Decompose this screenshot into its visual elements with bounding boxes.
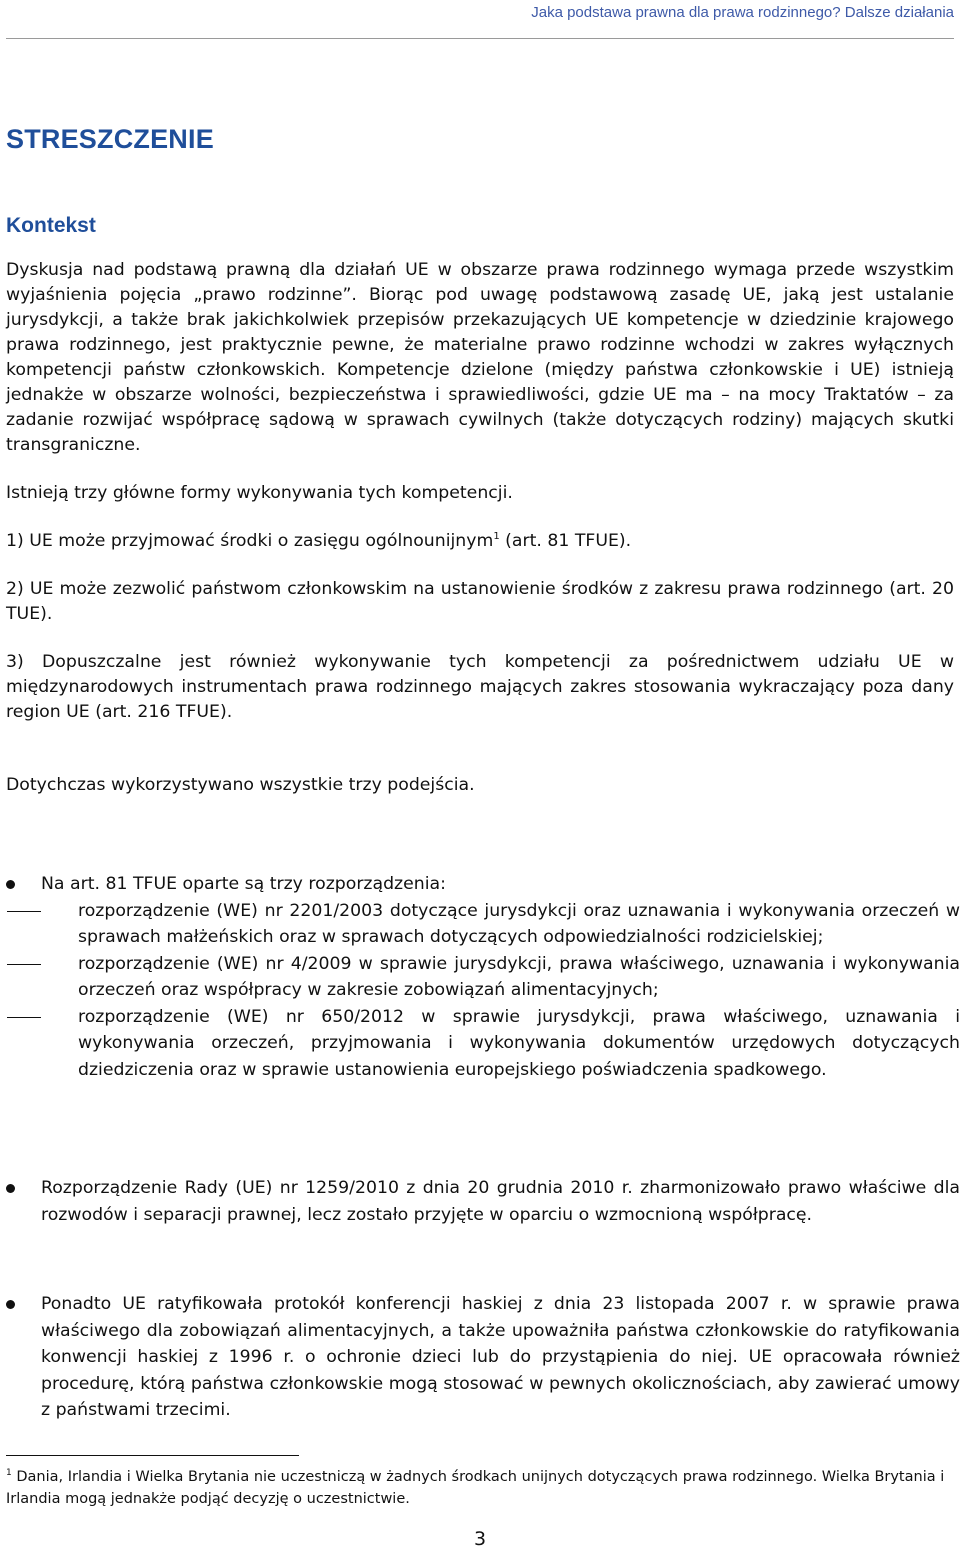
footnote-text: Dania, Irlandia i Wielka Brytania nie uczestniczą w żadnych środkach unijnych dotyczących prawa rodzinnego. Wielka Brytania i Irlandia mogą jednakże podjąć decyzję o uczestnictwie. — [6, 1469, 945, 1507]
footnote-divider — [6, 1455, 299, 1456]
forms-paragraph: Istnieją trzy główne formy wykonywania tych kompetencji. — [6, 483, 513, 503]
bullet-item-rome-iii: Rozporządzenie Rady (UE) nr 1259/2010 z dnia 20 grudnia 2010 r. zharmonizowało prawo właściwe dla rozwodów i separacji prawnej, lecz zostało przyjęte w oparciu o wzmocnioną współpracę. — [6, 1175, 960, 1228]
footnote — [6, 1466, 956, 1510]
form-2-paragraph: 2) UE może zezwolić państwom członkowskim na ustanowienie środków z zakresu prawa rodzinnego (art. 20 TUE). — [6, 579, 954, 624]
bullet-list — [6, 1291, 960, 1424]
section-heading: Kontekst — [6, 214, 96, 237]
bullet-dot — [6, 1300, 15, 1309]
dash-icon — [7, 964, 41, 965]
dash-icon — [7, 1017, 41, 1018]
footnote-reference: 1 — [493, 531, 500, 543]
header-divider — [6, 38, 954, 39]
bullet-list — [6, 1175, 960, 1228]
bullet-item-hague: Ponadto UE ratyfikowała protokół konferencji haskiej z dnia 23 listopada 2007 r. w sprawie prawa właściwego dla zobowiązań alimentacyjnych, a także upoważniła państwa członkowskie do ratyfikowania konwencji haskiej z 1996 r. o ochronie dzieci lub do przystąpienia do niej. UE opracowała również procedurę, którą państwa członkowskie mogą stosować w pewnych okolicznościach, aby zawierać umowy z państwami trzecimi. — [6, 1291, 960, 1424]
page-number: 3 — [473, 1528, 487, 1550]
form-3-paragraph: 3) Dopuszczalne jest również wykonywanie tych kompetencji za pośrednictwem udziału UE w międzynarodowych instrumentach prawa rodzinnego mających zakres stosowania wykraczający poza dany region UE (art. 216 TFUE). — [6, 652, 954, 722]
approaches-paragraph: Dotychczas wykorzystywano wszystkie trzy podejścia. — [6, 775, 475, 795]
context-paragraph: Dyskusja nad podstawą prawną dla działań UE w obszarze prawa rodzinnego wymaga przede wszystkim wyjaśnienia pojęcia „prawo rodzinne”. Biorąc pod uwagę podstawową zasadę UE, jaką jest ustalanie jurysdykcji, a także brak jakichkolwiek przepisów przekazujących UE kompetencje w dziedzinie krajowego prawa rodzinnego, jest praktycznie pewne, że materialne prawo rodzinne wchodzi w zakres wyłącznych kompetencji państw członkowskich. Kompetencje dzielone (między państwa członkowskie i UE) istnieją jednakże w obszarze wolności, bezpieczeństwa i sprawiedliwości, gdzie UE ma – na mocy Traktatów – za zadanie rozwijać współpracę sądową w sprawach cywilnych (także dotyczących rodziny) mających skutki transgraniczne. — [6, 260, 954, 455]
bullet-dot — [6, 1184, 15, 1193]
regulation-list — [41, 898, 960, 1084]
dash-icon — [7, 911, 41, 912]
running-header: Jaka podstawa prawna dla prawa rodzinnego? Dalsze działania — [531, 4, 954, 21]
form-1-tail: (art. 81 TFUE). — [499, 531, 632, 551]
list-item: rozporządzenie (WE) nr 2201/2003 dotyczące jurysdykcji oraz uznawania i wykonywania orzeczeń w sprawach małżeńskich oraz w sprawach dotyczących odpowiedzialności rodzicielskiej; — [6, 898, 960, 951]
page-title: STRESZCZENIE — [6, 124, 214, 154]
bullet-item-regulations — [6, 871, 960, 1083]
bullet-list — [6, 871, 960, 1083]
footnote-marker: 1 — [6, 1468, 12, 1479]
form-1-paragraph — [6, 529, 954, 554]
bullet-dot — [6, 880, 15, 889]
list-item: rozporządzenie (WE) nr 4/2009 w sprawie jurysdykcji, prawa właściwego, uznawania i wykonywania orzeczeń oraz współpracy w zakresie zobowiązań alimentacyjnych; — [6, 951, 960, 1004]
bullet-lead: Na art. 81 TFUE oparte są trzy rozporządzenia: — [41, 874, 446, 894]
form-1-text: 1) UE może przyjmować środki o zasięgu ogólnounijnym — [6, 531, 494, 551]
body-text — [6, 258, 954, 798]
list-item: rozporządzenie (WE) nr 650/2012 w sprawie jurysdykcji, prawa właściwego, uznawania i wykonywania orzeczeń, przyjmowania i wykonywania dokumentów urzędowych dotyczących dziedziczenia oraz w sprawie ustanowienia europejskiego poświadczenia spadkowego. — [6, 1004, 960, 1084]
